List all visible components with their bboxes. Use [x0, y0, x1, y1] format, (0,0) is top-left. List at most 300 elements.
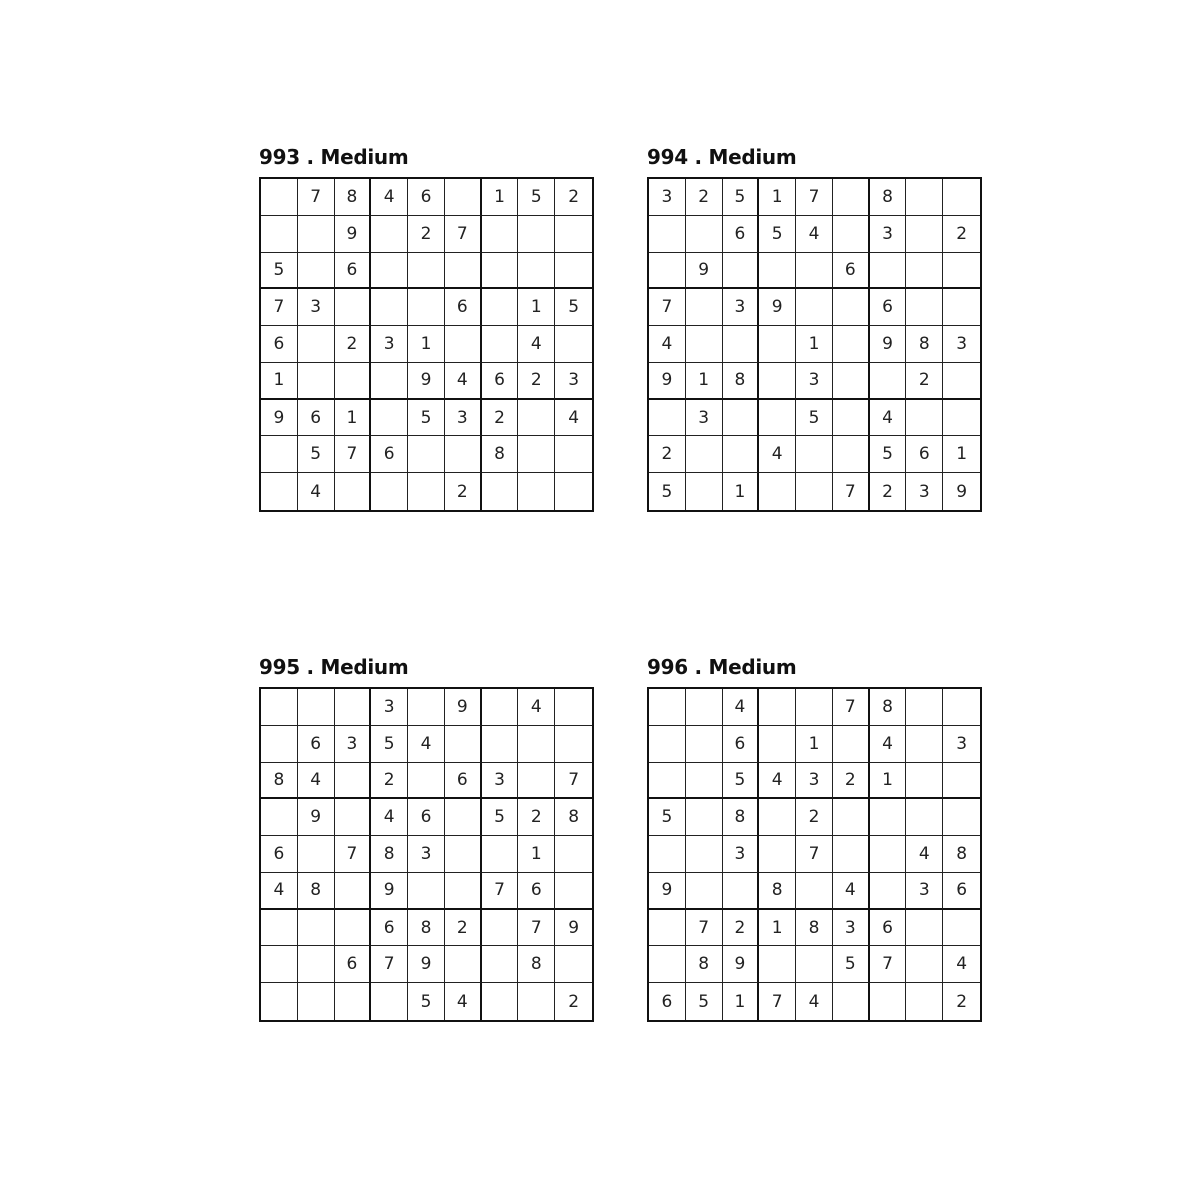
sudoku-cell	[686, 436, 723, 473]
sudoku-cell: 2	[723, 910, 760, 947]
sudoku-cell: 2	[686, 179, 723, 216]
sudoku-cell: 6	[298, 400, 335, 437]
sudoku-cell	[686, 289, 723, 326]
sudoku-cell: 6	[943, 873, 980, 910]
sudoku-cell	[482, 689, 519, 726]
sudoku-cell: 2	[335, 326, 372, 363]
sudoku-cell	[833, 400, 870, 437]
sudoku-cell: 4	[906, 836, 943, 873]
sudoku-cell	[298, 946, 335, 983]
sudoku-cell	[408, 689, 445, 726]
sudoku-cell	[686, 473, 723, 510]
sudoku-cell	[943, 910, 980, 947]
sudoku-cell: 5	[686, 983, 723, 1020]
sudoku-cell: 3	[833, 910, 870, 947]
sudoku-cell	[686, 836, 723, 873]
sudoku-cell	[649, 763, 686, 800]
sudoku-cell: 7	[833, 473, 870, 510]
sudoku-cell: 4	[833, 873, 870, 910]
sudoku-cell: 1	[796, 726, 833, 763]
sudoku-cell	[833, 216, 870, 253]
sudoku-cell: 3	[686, 400, 723, 437]
sudoku-cell: 8	[408, 910, 445, 947]
sudoku-cell	[371, 289, 408, 326]
sudoku-cell	[371, 216, 408, 253]
sudoku-cell: 4	[518, 689, 555, 726]
sudoku-cell: 2	[371, 763, 408, 800]
sudoku-cell	[298, 983, 335, 1020]
sudoku-cell: 2	[518, 799, 555, 836]
sudoku-cell: 3	[906, 873, 943, 910]
sudoku-cell: 5	[371, 726, 408, 763]
sudoku-cell	[723, 400, 760, 437]
sudoku-cell	[759, 363, 796, 400]
sudoku-cell	[796, 473, 833, 510]
sudoku-grid	[647, 177, 982, 512]
sudoku-cell: 5	[833, 946, 870, 983]
sudoku-cell: 2	[943, 216, 980, 253]
sudoku-cell	[518, 253, 555, 290]
sudoku-cell: 9	[686, 253, 723, 290]
sudoku-cell: 9	[649, 873, 686, 910]
sudoku-grid	[647, 687, 982, 1022]
sudoku-cell	[555, 726, 592, 763]
sudoku-cell	[555, 326, 592, 363]
sudoku-cell: 2	[482, 400, 519, 437]
sudoku-cell: 1	[518, 289, 555, 326]
sudoku-cell: 6	[870, 289, 907, 326]
sudoku-cell: 6	[298, 726, 335, 763]
sudoku-cell: 7	[335, 436, 372, 473]
sudoku-cell: 4	[555, 400, 592, 437]
sudoku-cell	[518, 473, 555, 510]
sudoku-cell	[335, 983, 372, 1020]
sudoku-cell	[298, 910, 335, 947]
sudoku-cell: 3	[943, 326, 980, 363]
sudoku-cell: 3	[723, 836, 760, 873]
sudoku-cell: 6	[482, 363, 519, 400]
sudoku-cell	[906, 689, 943, 726]
sudoku-cell: 7	[870, 946, 907, 983]
sudoku-cell	[686, 726, 723, 763]
sudoku-cell: 4	[261, 873, 298, 910]
sudoku-puzzle-996	[647, 653, 982, 1022]
sudoku-cell: 9	[408, 363, 445, 400]
sudoku-cell: 3	[371, 326, 408, 363]
sudoku-cell	[759, 836, 796, 873]
sudoku-cell	[723, 436, 760, 473]
sudoku-cell	[833, 726, 870, 763]
sudoku-cell: 1	[943, 436, 980, 473]
sudoku-cell: 7	[298, 179, 335, 216]
sudoku-cell: 4	[759, 763, 796, 800]
sudoku-cell	[759, 253, 796, 290]
sudoku-cell: 7	[686, 910, 723, 947]
sudoku-cell	[555, 436, 592, 473]
sudoku-cell	[408, 289, 445, 326]
sudoku-cell: 3	[796, 763, 833, 800]
sudoku-cell	[335, 289, 372, 326]
sudoku-cell: 6	[723, 216, 760, 253]
sudoku-cell	[649, 689, 686, 726]
sudoku-cell	[943, 289, 980, 326]
sudoku-cell: 4	[445, 983, 482, 1020]
sudoku-cell	[298, 253, 335, 290]
sudoku-cell: 7	[796, 179, 833, 216]
sudoku-cell: 4	[796, 216, 833, 253]
sudoku-cell	[649, 946, 686, 983]
sudoku-cell: 7	[649, 289, 686, 326]
sudoku-cell	[649, 726, 686, 763]
sudoku-cell: 9	[371, 873, 408, 910]
sudoku-cell: 6	[371, 436, 408, 473]
sudoku-cell: 8	[555, 799, 592, 836]
sudoku-cell: 1	[723, 983, 760, 1020]
sudoku-cell	[906, 289, 943, 326]
sudoku-cell	[759, 689, 796, 726]
sudoku-cell: 1	[482, 179, 519, 216]
sudoku-cell: 1	[261, 363, 298, 400]
sudoku-cell	[870, 836, 907, 873]
sudoku-cell	[371, 253, 408, 290]
sudoku-cell	[870, 873, 907, 910]
sudoku-cell	[518, 216, 555, 253]
sudoku-cell: 8	[870, 179, 907, 216]
sudoku-cell	[649, 836, 686, 873]
sudoku-cell	[335, 763, 372, 800]
sudoku-cell	[298, 326, 335, 363]
sudoku-cell: 2	[445, 910, 482, 947]
sudoku-cell: 5	[261, 253, 298, 290]
sudoku-cell	[261, 473, 298, 510]
sudoku-cell	[445, 326, 482, 363]
sudoku-cell: 3	[649, 179, 686, 216]
sudoku-cell: 3	[408, 836, 445, 873]
sudoku-cell: 6	[445, 289, 482, 326]
sudoku-cell: 9	[445, 689, 482, 726]
sudoku-cell	[943, 689, 980, 726]
sudoku-cell: 3	[870, 216, 907, 253]
sudoku-cell	[555, 216, 592, 253]
sudoku-cell: 7	[371, 946, 408, 983]
sudoku-cell: 7	[335, 836, 372, 873]
sudoku-cell	[445, 873, 482, 910]
sudoku-cell	[796, 253, 833, 290]
sudoku-cell	[796, 289, 833, 326]
sudoku-cell	[943, 400, 980, 437]
sudoku-cell: 2	[555, 179, 592, 216]
sudoku-cell: 6	[408, 179, 445, 216]
sudoku-cell	[445, 253, 482, 290]
sudoku-cell: 6	[335, 946, 372, 983]
sudoku-cell	[943, 363, 980, 400]
sudoku-cell: 6	[335, 253, 372, 290]
sudoku-cell	[759, 473, 796, 510]
sudoku-cell	[408, 473, 445, 510]
sudoku-cell: 1	[759, 179, 796, 216]
sudoku-cell	[555, 873, 592, 910]
sudoku-cell: 3	[796, 363, 833, 400]
sudoku-cell	[906, 763, 943, 800]
sudoku-cell	[759, 799, 796, 836]
sudoku-cell: 4	[298, 763, 335, 800]
sudoku-cell: 7	[518, 910, 555, 947]
sudoku-cell	[518, 983, 555, 1020]
sudoku-cell: 3	[335, 726, 372, 763]
sudoku-cell	[482, 289, 519, 326]
puzzle-title: 993 . Medium	[259, 145, 409, 169]
sudoku-cell	[408, 436, 445, 473]
sudoku-cell: 8	[759, 873, 796, 910]
sudoku-cell	[759, 400, 796, 437]
sudoku-cell: 9	[298, 799, 335, 836]
sudoku-cell	[482, 473, 519, 510]
sudoku-cell	[649, 216, 686, 253]
sudoku-cell: 7	[261, 289, 298, 326]
sudoku-cell	[723, 253, 760, 290]
sudoku-cell: 5	[408, 400, 445, 437]
sudoku-cell	[833, 436, 870, 473]
sudoku-cell: 7	[833, 689, 870, 726]
sudoku-cell: 2	[833, 763, 870, 800]
sudoku-cell: 4	[870, 400, 907, 437]
sudoku-cell	[943, 763, 980, 800]
sudoku-cell	[686, 689, 723, 726]
sudoku-cell	[906, 216, 943, 253]
sudoku-cell	[686, 873, 723, 910]
sudoku-puzzle-995	[259, 653, 594, 1022]
sudoku-cell	[335, 473, 372, 510]
sudoku-cell: 2	[518, 363, 555, 400]
sudoku-cell	[445, 726, 482, 763]
sudoku-cell: 5	[796, 400, 833, 437]
sudoku-cell: 1	[518, 836, 555, 873]
sudoku-cell	[335, 910, 372, 947]
sudoku-cell: 2	[408, 216, 445, 253]
sudoku-cell	[298, 216, 335, 253]
sudoku-cell: 4	[723, 689, 760, 726]
sudoku-cell	[445, 799, 482, 836]
sudoku-cell	[906, 179, 943, 216]
sudoku-cell	[796, 946, 833, 983]
sudoku-cell: 6	[261, 836, 298, 873]
sudoku-cell: 4	[649, 326, 686, 363]
sudoku-cell: 4	[371, 799, 408, 836]
sudoku-cell: 3	[445, 400, 482, 437]
sudoku-cell	[408, 873, 445, 910]
sudoku-cell	[482, 326, 519, 363]
sudoku-cell: 5	[649, 473, 686, 510]
sudoku-cell: 9	[723, 946, 760, 983]
sudoku-cell	[335, 363, 372, 400]
sudoku-cell	[261, 216, 298, 253]
sudoku-cell	[261, 179, 298, 216]
sudoku-cell: 5	[759, 216, 796, 253]
sudoku-cell	[759, 726, 796, 763]
sudoku-cell	[298, 363, 335, 400]
sudoku-cell	[686, 763, 723, 800]
sudoku-cell	[906, 726, 943, 763]
sudoku-cell: 8	[298, 873, 335, 910]
sudoku-cell	[261, 726, 298, 763]
sudoku-cell	[796, 436, 833, 473]
sudoku-cell	[649, 910, 686, 947]
sudoku-cell	[408, 253, 445, 290]
sudoku-cell	[833, 799, 870, 836]
sudoku-cell	[686, 216, 723, 253]
sudoku-cell: 7	[796, 836, 833, 873]
sudoku-cell	[796, 689, 833, 726]
sudoku-cell: 7	[759, 983, 796, 1020]
sudoku-cell: 3	[555, 363, 592, 400]
sudoku-cell: 8	[261, 763, 298, 800]
sudoku-cell	[555, 689, 592, 726]
sudoku-cell: 5	[298, 436, 335, 473]
sudoku-cell	[943, 799, 980, 836]
sudoku-cell: 3	[482, 763, 519, 800]
sudoku-cell	[906, 253, 943, 290]
sudoku-cell: 3	[906, 473, 943, 510]
sudoku-cell: 4	[518, 326, 555, 363]
sudoku-cell	[518, 400, 555, 437]
sudoku-cell: 1	[335, 400, 372, 437]
sudoku-cell	[335, 873, 372, 910]
sudoku-cell: 4	[759, 436, 796, 473]
sudoku-cell	[445, 946, 482, 983]
sudoku-cell	[833, 179, 870, 216]
sudoku-cell	[482, 946, 519, 983]
sudoku-cell: 9	[956, 481, 968, 502]
sudoku-cell: 6	[906, 436, 943, 473]
sudoku-cell: 5	[555, 289, 592, 326]
sudoku-cell	[445, 836, 482, 873]
sudoku-cell: 9	[408, 946, 445, 983]
sudoku-cell	[870, 983, 907, 1020]
sudoku-cell: 6	[833, 253, 870, 290]
sudoku-cell: 6	[371, 910, 408, 947]
sudoku-cell	[906, 799, 943, 836]
sudoku-cell: 3	[723, 289, 760, 326]
sudoku-cell: 2	[649, 436, 686, 473]
sudoku-cell	[870, 799, 907, 836]
sudoku-cell: 4	[445, 363, 482, 400]
sudoku-cell	[759, 326, 796, 363]
sudoku-cell	[906, 910, 943, 947]
sudoku-cell	[482, 253, 519, 290]
sudoku-cell: 4	[796, 983, 833, 1020]
sudoku-cell	[906, 946, 943, 983]
sudoku-cell: 2	[796, 799, 833, 836]
sudoku-cell: 2	[906, 363, 943, 400]
sudoku-cell	[686, 799, 723, 836]
sudoku-cell: 8	[335, 179, 372, 216]
sudoku-cell: 5	[518, 179, 555, 216]
sudoku-cell	[261, 946, 298, 983]
sudoku-cell	[686, 326, 723, 363]
sudoku-cell: 5	[723, 763, 760, 800]
sudoku-cell: 9	[759, 289, 796, 326]
sudoku-cell: 1	[796, 326, 833, 363]
sudoku-cell	[555, 946, 592, 983]
sudoku-cell	[371, 983, 408, 1020]
sudoku-cell	[759, 946, 796, 983]
sudoku-cell: 1	[723, 473, 760, 510]
sudoku-cell: 8	[723, 799, 760, 836]
sudoku-cell: 5	[870, 436, 907, 473]
sudoku-cell	[298, 689, 335, 726]
sudoku-cell: 8	[518, 946, 555, 983]
sudoku-cell: 6	[445, 763, 482, 800]
sudoku-cell: 1	[870, 763, 907, 800]
sudoku-cell: 3	[943, 726, 980, 763]
sudoku-cell	[261, 436, 298, 473]
sudoku-cell: 8	[686, 946, 723, 983]
sudoku-cell	[482, 910, 519, 947]
sudoku-cell: 9	[335, 216, 372, 253]
sudoku-cell	[833, 836, 870, 873]
sudoku-cell: 8	[870, 689, 907, 726]
sudoku-cell: 2	[956, 991, 968, 1012]
sudoku-cell	[906, 983, 943, 1020]
sudoku-cell	[335, 799, 372, 836]
sudoku-cell	[482, 726, 519, 763]
sudoku-cell: 9	[555, 910, 592, 947]
sudoku-cell	[833, 363, 870, 400]
sudoku-cell: 4	[943, 946, 980, 983]
sudoku-cell: 2	[568, 991, 580, 1012]
sudoku-cell: 4	[408, 726, 445, 763]
sudoku-cell	[723, 326, 760, 363]
sudoku-cell	[335, 689, 372, 726]
sudoku-cell: 7	[555, 763, 592, 800]
sudoku-cell	[518, 726, 555, 763]
sudoku-cell: 3	[298, 289, 335, 326]
sudoku-cell: 5	[723, 179, 760, 216]
sudoku-cell: 6	[408, 799, 445, 836]
sudoku-cell	[261, 689, 298, 726]
sudoku-cell	[906, 400, 943, 437]
sudoku-cell: 7	[445, 216, 482, 253]
sudoku-cell: 9	[870, 326, 907, 363]
sudoku-cell: 6	[870, 910, 907, 947]
sudoku-cell	[833, 983, 870, 1020]
sudoku-cell	[649, 253, 686, 290]
sudoku-cell: 3	[371, 689, 408, 726]
sudoku-cell	[555, 253, 592, 290]
sudoku-cell: 8	[943, 836, 980, 873]
sudoku-cell	[833, 289, 870, 326]
sudoku-cell: 8	[723, 363, 760, 400]
sudoku-cell: 5	[649, 799, 686, 836]
sudoku-cell	[371, 363, 408, 400]
sudoku-cell	[445, 179, 482, 216]
sudoku-cell	[943, 253, 980, 290]
sudoku-cell	[870, 253, 907, 290]
sudoku-cell	[943, 179, 980, 216]
sudoku-cell	[555, 473, 592, 510]
sudoku-cell: 8	[906, 326, 943, 363]
sudoku-cell	[371, 473, 408, 510]
sudoku-cell	[518, 763, 555, 800]
sudoku-cell	[870, 363, 907, 400]
sudoku-puzzle-994	[647, 143, 982, 512]
sudoku-cell	[833, 326, 870, 363]
sudoku-cell: 8	[796, 910, 833, 947]
sudoku-cell	[482, 216, 519, 253]
puzzle-title: 994 . Medium	[647, 145, 797, 169]
sudoku-cell: 5	[482, 799, 519, 836]
sudoku-cell: 2	[870, 473, 907, 510]
